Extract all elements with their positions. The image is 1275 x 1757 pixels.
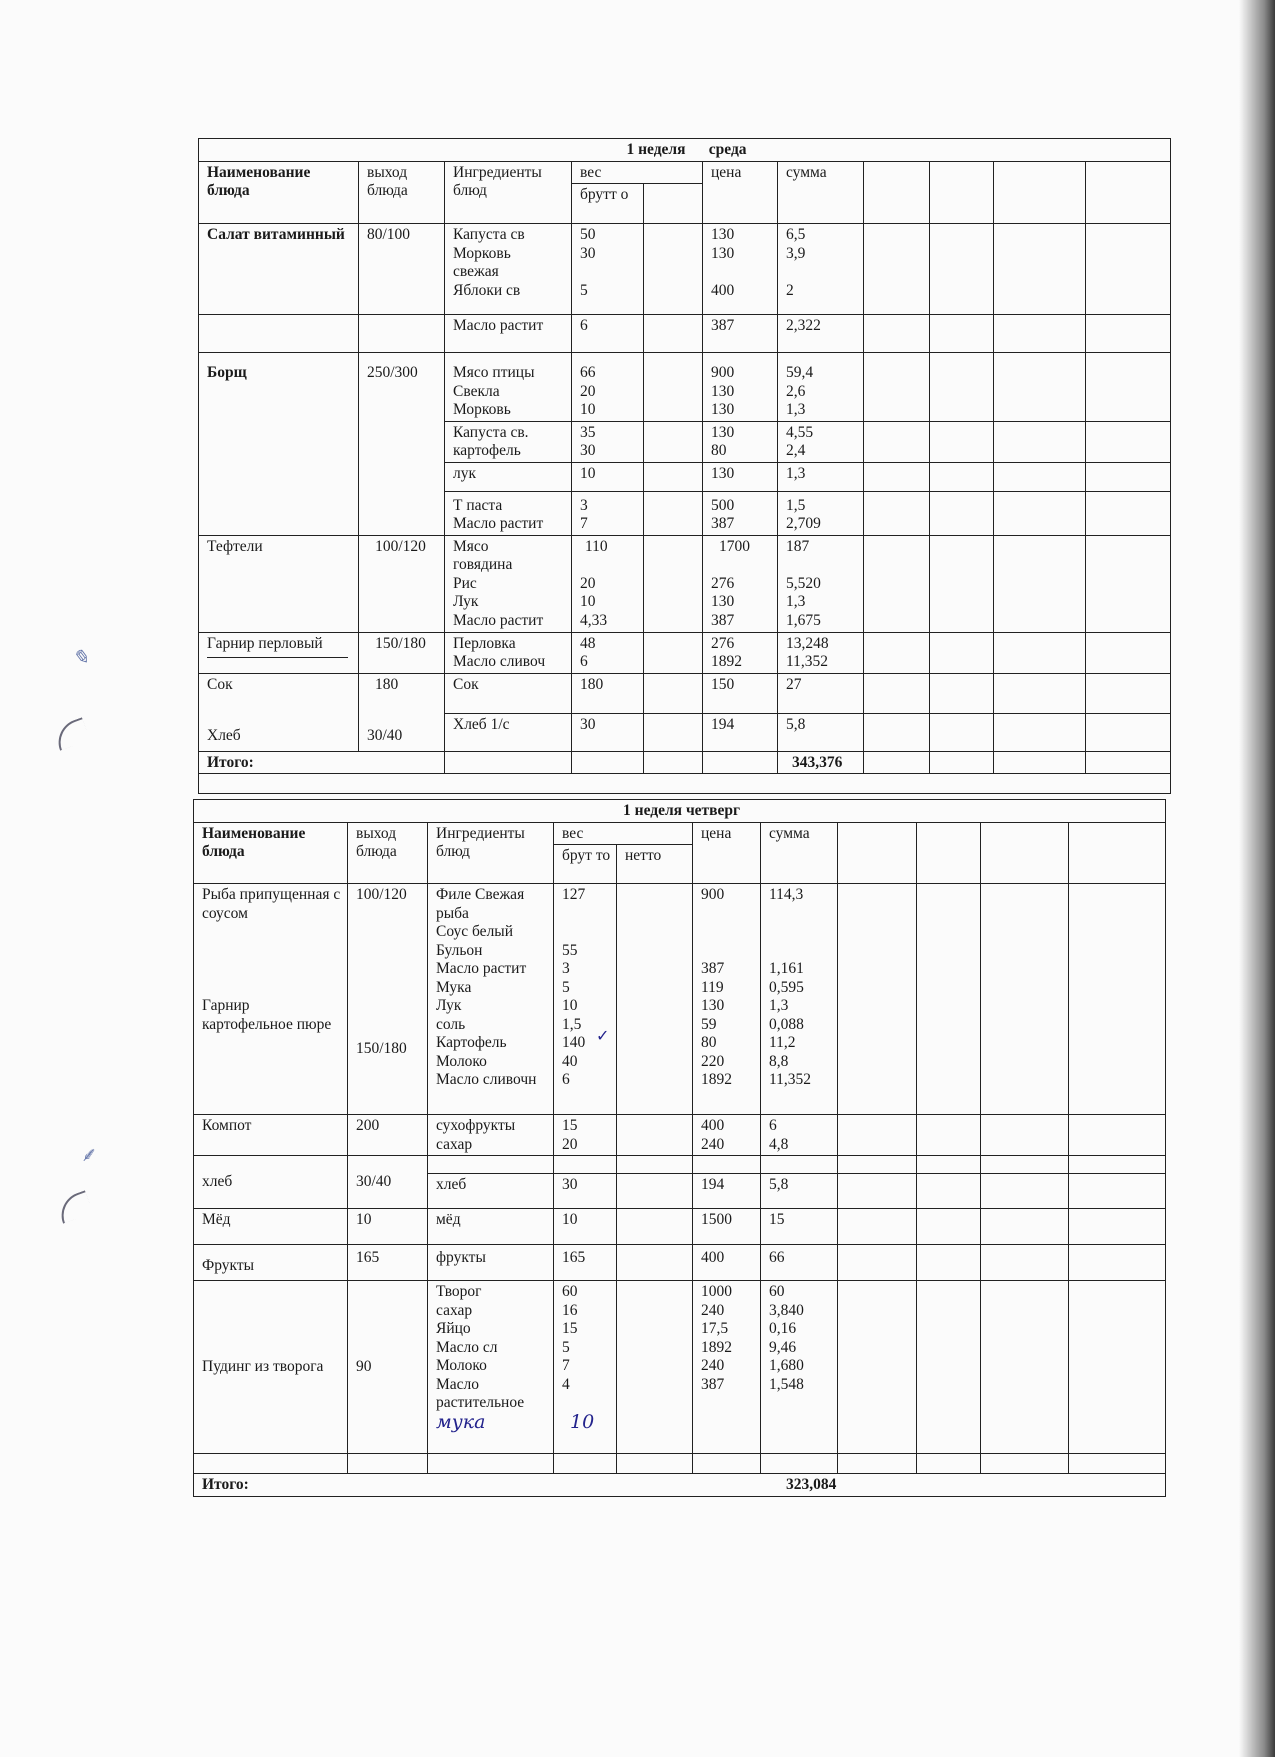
ingredient: Яйцо bbox=[436, 1320, 471, 1337]
sum-value: 2 bbox=[786, 281, 794, 299]
sum-value: 1,3 bbox=[786, 593, 806, 610]
ingredient: сахар bbox=[436, 1301, 473, 1319]
ingredient: Мясо bbox=[453, 537, 489, 555]
gross-value: 140 bbox=[562, 1034, 586, 1051]
price-value: 130 bbox=[711, 244, 735, 262]
gross-value: 110 bbox=[585, 537, 608, 555]
ingredient: Молоко bbox=[436, 1052, 487, 1070]
sum-values bbox=[778, 632, 864, 673]
ingredient: Масло растит bbox=[453, 515, 544, 532]
empty-cell bbox=[994, 161, 1086, 224]
ingredient: Мясо птицы bbox=[453, 364, 535, 381]
price-value: 387 bbox=[703, 315, 778, 353]
ingredient: рыба bbox=[436, 904, 469, 922]
ingredient: Масло bbox=[436, 1375, 480, 1393]
price-values bbox=[703, 421, 778, 462]
sum-value: 114,3 bbox=[769, 886, 804, 903]
sum-value: 1,3 bbox=[769, 997, 789, 1014]
ingredient: лук bbox=[445, 462, 572, 491]
sum-value bbox=[786, 556, 859, 575]
price-value: 400 bbox=[693, 1245, 761, 1281]
price-value: 900 bbox=[701, 886, 725, 903]
ingredient: Масло растит bbox=[445, 315, 572, 353]
dish-name: Фрукты bbox=[194, 1245, 348, 1281]
price-value: 17,5 bbox=[701, 1320, 729, 1337]
ingredient: Масло растит bbox=[436, 960, 527, 977]
price-value: 900 bbox=[711, 364, 735, 381]
gross-value: 10 bbox=[572, 462, 644, 491]
dish-name: Гарнир картофельное пюре bbox=[202, 997, 332, 1033]
header-yield: выход блюда bbox=[348, 822, 428, 884]
checkmark-icon: ✓ bbox=[596, 1028, 610, 1045]
dish-yield: 100/120 bbox=[356, 886, 407, 903]
gross-value: 20 bbox=[562, 1135, 578, 1153]
ingredient: соль bbox=[436, 1015, 466, 1033]
gross-value: 40 bbox=[562, 1052, 578, 1070]
dish-yield: 150/180 bbox=[356, 1039, 407, 1057]
sum-value: 0,595 bbox=[769, 978, 804, 996]
gross-value: 50 bbox=[580, 226, 596, 243]
ingredient-list bbox=[428, 1281, 554, 1454]
header-dish-name: Наименование блюда bbox=[199, 161, 359, 224]
ingredient: Творог bbox=[436, 1283, 482, 1300]
dish-name: Тефтели bbox=[199, 535, 359, 632]
dish-yield: 30/40 bbox=[348, 1156, 428, 1209]
gross-value: 7 bbox=[580, 515, 588, 532]
dish-yield: 80/100 bbox=[359, 224, 445, 315]
ingredient: картофель bbox=[453, 442, 521, 459]
gross-value: 1,5 bbox=[562, 1015, 582, 1033]
ingredient: Капуста св. bbox=[453, 423, 529, 441]
gross-values bbox=[572, 632, 644, 673]
header-net: нетто bbox=[617, 845, 693, 884]
sum-value: 187 bbox=[786, 537, 810, 555]
price-value: 1000 bbox=[701, 1283, 732, 1300]
sum-value: 9,46 bbox=[769, 1338, 797, 1356]
sum-value: 0,16 bbox=[769, 1320, 797, 1337]
sum-value: 11,352 bbox=[769, 1071, 812, 1088]
price-value: 59 bbox=[701, 1015, 717, 1033]
price-value: 240 bbox=[701, 1357, 725, 1374]
header-sum: сумма bbox=[778, 161, 864, 224]
price-value bbox=[701, 923, 756, 942]
gross-value: 10 bbox=[580, 593, 596, 610]
ingredient: растительное bbox=[436, 1394, 525, 1411]
price-value bbox=[701, 942, 756, 961]
price-values bbox=[693, 1281, 761, 1454]
dish-yield: 10 bbox=[348, 1209, 428, 1245]
ingredient: Молоко bbox=[436, 1357, 487, 1374]
table-title: 1 неделя среда bbox=[199, 139, 1171, 162]
dish-yield-group bbox=[348, 884, 428, 1115]
header-sum: сумма bbox=[761, 822, 838, 884]
ingredient-list bbox=[445, 632, 572, 673]
sum-value: 11,352 bbox=[786, 653, 829, 670]
ingredient-list bbox=[445, 535, 572, 632]
gross-value: 3 bbox=[580, 496, 588, 514]
price-value: 130 bbox=[711, 382, 735, 400]
pen-scribble: ✎ bbox=[72, 647, 89, 669]
gross-value: 55 bbox=[562, 941, 578, 959]
gross-value: 48 bbox=[580, 634, 596, 652]
gross-values bbox=[572, 491, 644, 535]
sum-value: 13,248 bbox=[786, 634, 829, 652]
ingredient-list bbox=[445, 491, 572, 535]
dish-yield: 150/180 bbox=[359, 632, 445, 673]
sum-values bbox=[778, 491, 864, 535]
price-value: 387 bbox=[701, 960, 725, 977]
gross-value: 5 bbox=[580, 281, 588, 299]
ingredient: Филе Свежая bbox=[436, 886, 525, 903]
punch-hole-mark bbox=[55, 1190, 93, 1223]
gross-value bbox=[562, 923, 612, 942]
dish-yield-group bbox=[359, 673, 445, 751]
dish-name: Салат витаминный bbox=[199, 224, 359, 315]
price-value: 276 bbox=[711, 574, 735, 592]
price-value: 500 bbox=[711, 496, 735, 514]
header-gross: брут то bbox=[554, 845, 617, 884]
dish-name: Сок bbox=[207, 675, 233, 693]
price-value: 387 bbox=[711, 515, 735, 532]
sum-value: 1,3 bbox=[786, 401, 806, 418]
price-value: 80 bbox=[701, 1034, 717, 1051]
ingredient: Рис bbox=[453, 574, 477, 592]
dish-yield: 90 bbox=[348, 1281, 428, 1454]
page-edge-shadow bbox=[1239, 0, 1275, 1757]
gross-value: 5 bbox=[562, 1338, 570, 1356]
dish-name: хлеб bbox=[194, 1156, 348, 1209]
gross-value: 30 bbox=[572, 713, 644, 751]
header-gross: брутт о bbox=[572, 184, 644, 224]
handwritten-ingredient: мука bbox=[436, 1410, 486, 1433]
punch-hole-mark bbox=[52, 717, 90, 750]
sum-value: 2,709 bbox=[786, 515, 821, 532]
price-value bbox=[711, 556, 773, 575]
dish-yield: 100/120 bbox=[359, 535, 445, 632]
gross-values bbox=[554, 1115, 617, 1156]
header-price: цена bbox=[693, 822, 761, 884]
price-value: 387 bbox=[701, 1375, 725, 1393]
gross-value bbox=[580, 263, 639, 282]
header-price: цена bbox=[703, 161, 778, 224]
sum-value: 1,680 bbox=[769, 1357, 804, 1374]
empty-cell bbox=[1069, 822, 1166, 884]
ingredient: свежая bbox=[453, 263, 499, 280]
price-value bbox=[701, 1394, 756, 1413]
total-value: 323,084 bbox=[786, 1476, 837, 1493]
ingredient: Мука bbox=[436, 978, 472, 996]
gross-value: 20 bbox=[580, 382, 596, 400]
dish-yield: 180 bbox=[375, 675, 399, 693]
gross-value bbox=[562, 1394, 612, 1413]
sum-values bbox=[778, 353, 864, 422]
total-label: Итого: bbox=[202, 1476, 249, 1493]
gross-values bbox=[554, 884, 617, 1115]
price-value: 194 bbox=[693, 1174, 761, 1209]
ingredient: Свекла bbox=[453, 382, 500, 400]
ingredient: Т паста bbox=[453, 496, 503, 514]
price-value: 1892 bbox=[701, 1338, 732, 1356]
gross-value bbox=[580, 556, 639, 575]
header-weight: вес bbox=[572, 161, 703, 184]
dish-name: Гарнир перловый bbox=[199, 632, 359, 673]
price-value: 130 bbox=[711, 423, 735, 441]
ingredient: Капуста св bbox=[453, 226, 525, 243]
sum-values bbox=[778, 224, 864, 315]
ingredient: сухофрукты bbox=[436, 1117, 516, 1134]
gross-value: 35 bbox=[580, 423, 596, 441]
sum-value: 1,3 bbox=[778, 462, 864, 491]
sum-values bbox=[778, 535, 864, 632]
sum-value: 4,55 bbox=[786, 423, 814, 441]
dish-name: Хлеб bbox=[207, 726, 241, 744]
price-value: 130 bbox=[711, 226, 735, 243]
price-value: 130 bbox=[703, 462, 778, 491]
header-ingredients: Ингредиенты блюд bbox=[428, 822, 554, 884]
price-values bbox=[703, 491, 778, 535]
gross-values bbox=[554, 1281, 617, 1454]
sum-value: 11,2 bbox=[769, 1034, 796, 1051]
gross-value: 165 bbox=[554, 1245, 617, 1281]
dish-name-group bbox=[199, 673, 359, 751]
ingredient: фрукты bbox=[428, 1245, 554, 1281]
table-title: 1 неделя четверг bbox=[194, 800, 1166, 823]
sum-values bbox=[778, 421, 864, 462]
dish-yield: 165 bbox=[348, 1245, 428, 1281]
empty-cell bbox=[838, 822, 917, 884]
price-values bbox=[703, 535, 778, 632]
price-value: 130 bbox=[711, 401, 735, 418]
ingredient: Лук bbox=[453, 593, 479, 610]
sum-value bbox=[769, 942, 833, 961]
gross-value: 4 bbox=[562, 1375, 570, 1393]
ingredient-list bbox=[428, 884, 554, 1115]
dish-name: Пудинг из творога bbox=[194, 1281, 348, 1454]
header-weight: вес bbox=[554, 822, 693, 845]
price-value: 80 bbox=[711, 442, 727, 459]
ingredient: Лук bbox=[436, 997, 462, 1014]
gross-value: 20 bbox=[580, 574, 596, 592]
ingredient-list bbox=[445, 421, 572, 462]
sum-value: 5,520 bbox=[786, 574, 821, 592]
sum-value: 6 bbox=[769, 1117, 777, 1134]
gross-value: 30 bbox=[580, 442, 596, 459]
dish-name: Борщ bbox=[199, 353, 359, 536]
ingredient: хлеб bbox=[428, 1174, 554, 1209]
sum-value: 5,8 bbox=[778, 713, 864, 751]
sum-value: 15 bbox=[761, 1209, 838, 1245]
sum-value: 2,4 bbox=[786, 442, 806, 459]
net-value bbox=[644, 224, 703, 315]
ingredient: сахар bbox=[436, 1135, 473, 1153]
sum-value: 8,8 bbox=[769, 1052, 789, 1070]
dish-name-group bbox=[194, 884, 348, 1115]
header-ingredients: Ингредиенты блюд bbox=[445, 161, 572, 224]
dish-yield: 200 bbox=[348, 1115, 428, 1156]
empty-cell bbox=[917, 822, 981, 884]
handwritten-gross: 10 bbox=[570, 1410, 595, 1433]
gross-value: 15 bbox=[562, 1320, 578, 1337]
ingredient: Перловка bbox=[453, 634, 516, 652]
ingredient: Хлеб 1/с bbox=[445, 713, 572, 751]
ingredient: Масло растит bbox=[453, 611, 544, 629]
gross-value: 10 bbox=[580, 401, 596, 418]
header-net bbox=[644, 184, 703, 224]
price-values bbox=[703, 224, 778, 315]
price-values bbox=[703, 632, 778, 673]
gross-value: 6 bbox=[562, 1071, 570, 1088]
price-value bbox=[701, 905, 756, 924]
sum-value: 3,9 bbox=[786, 244, 806, 262]
empty-cell bbox=[981, 822, 1069, 884]
ingredient: Масло сливочн bbox=[436, 1071, 537, 1088]
header-dish-name: Наименование блюда bbox=[194, 822, 348, 884]
sum-values bbox=[761, 1281, 838, 1454]
price-value: 130 bbox=[701, 997, 725, 1014]
ingredient: Морковь bbox=[453, 401, 511, 418]
sum-value: 0,088 bbox=[769, 1015, 804, 1033]
sum-value bbox=[786, 263, 859, 282]
ingredient: Морковь bbox=[453, 244, 511, 262]
gross-value: 4,33 bbox=[580, 611, 608, 629]
sum-value: 66 bbox=[761, 1245, 838, 1281]
total-value: 343,376 bbox=[778, 751, 864, 774]
gross-value: 30 bbox=[580, 244, 596, 262]
sum-value: 1,5 bbox=[786, 496, 806, 514]
gross-values bbox=[572, 353, 644, 422]
sum-value: 27 bbox=[778, 673, 864, 713]
dish-name: Рыба припущенная с соусом bbox=[202, 886, 341, 922]
gross-value: 180 bbox=[572, 673, 644, 713]
sum-values bbox=[761, 1115, 838, 1156]
gross-value bbox=[562, 905, 612, 924]
empty-row bbox=[199, 774, 1171, 794]
price-value: 130 bbox=[711, 593, 735, 610]
empty-cell bbox=[864, 161, 930, 224]
price-value: 194 bbox=[703, 713, 778, 751]
price-value: 119 bbox=[701, 978, 724, 996]
gross-value: 127 bbox=[562, 886, 586, 903]
gross-value: 10 bbox=[554, 1209, 617, 1245]
menu-table-wednesday bbox=[198, 138, 1171, 794]
gross-value: 60 bbox=[562, 1283, 578, 1300]
ingredient-list bbox=[445, 353, 572, 422]
price-value: 240 bbox=[701, 1135, 725, 1153]
gross-value: 16 bbox=[562, 1301, 578, 1319]
total-label: Итого: bbox=[199, 751, 445, 774]
gross-value: 66 bbox=[580, 364, 596, 381]
sum-value bbox=[769, 1394, 833, 1413]
ingredient: мёд bbox=[428, 1209, 554, 1245]
price-values bbox=[693, 884, 761, 1115]
gross-value: 15 bbox=[562, 1117, 578, 1134]
price-value: 387 bbox=[711, 611, 735, 629]
sum-value: 3,840 bbox=[769, 1301, 804, 1319]
price-value: 276 bbox=[711, 634, 735, 652]
sum-value: 60 bbox=[769, 1283, 785, 1300]
price-value: 150 bbox=[703, 673, 778, 713]
ingredient: Бульон bbox=[436, 941, 483, 959]
price-value: 400 bbox=[701, 1117, 725, 1134]
sum-value: 59,4 bbox=[786, 364, 814, 381]
price-value: 1892 bbox=[711, 653, 742, 670]
price-value: 1700 bbox=[719, 537, 750, 555]
menu-table-thursday bbox=[193, 799, 1166, 1497]
gross-value: 6 bbox=[580, 653, 588, 670]
ingredient: Масло сл bbox=[436, 1338, 498, 1356]
price-value: 400 bbox=[711, 281, 735, 299]
pen-scribble: ⸙ bbox=[80, 1144, 95, 1166]
price-values bbox=[693, 1115, 761, 1156]
sum-value: 6,5 bbox=[786, 226, 806, 243]
ingredient: говядина bbox=[453, 556, 513, 573]
gross-values bbox=[572, 421, 644, 462]
ingredient: Яблоки св bbox=[453, 281, 521, 299]
ingredient: Сок bbox=[445, 673, 572, 713]
price-value: 1500 bbox=[693, 1209, 761, 1245]
gross-value: 3 bbox=[562, 960, 570, 977]
ingredient: Соус белый bbox=[436, 923, 514, 940]
gross-value: 10 bbox=[562, 997, 578, 1014]
dish-yield: 250/300 bbox=[359, 353, 445, 536]
dish-name: Компот bbox=[194, 1115, 348, 1156]
price-value: 240 bbox=[701, 1301, 725, 1319]
empty-cell bbox=[1086, 161, 1171, 224]
sum-value: 1,548 bbox=[769, 1375, 804, 1393]
price-values bbox=[703, 353, 778, 422]
gross-value: 7 bbox=[562, 1357, 570, 1374]
ingredient-list bbox=[445, 224, 572, 315]
gross-value: 6 bbox=[572, 315, 644, 353]
sum-value: 2,322 bbox=[778, 315, 864, 353]
dish-yield: 30/40 bbox=[367, 726, 403, 744]
sum-value bbox=[769, 923, 833, 942]
sum-values bbox=[761, 884, 838, 1115]
sum-value: 2,6 bbox=[786, 382, 806, 400]
sum-value: 4,8 bbox=[769, 1135, 789, 1153]
sum-value bbox=[769, 905, 833, 924]
gross-value: 30 bbox=[554, 1174, 617, 1209]
empty-cell bbox=[930, 161, 994, 224]
sum-value: 1,675 bbox=[786, 611, 821, 629]
header-yield: выход блюда bbox=[359, 161, 445, 224]
gross-value: 5 bbox=[562, 978, 570, 996]
dish-name: Мёд bbox=[194, 1209, 348, 1245]
price-value: 1892 bbox=[701, 1071, 732, 1088]
total-row bbox=[194, 1474, 1166, 1497]
sum-value: 5,8 bbox=[761, 1174, 838, 1209]
sum-value: 1,161 bbox=[769, 960, 804, 977]
gross-values bbox=[572, 224, 644, 315]
gross-values bbox=[572, 535, 644, 632]
ingredient: Картофель bbox=[436, 1034, 507, 1051]
price-value: 220 bbox=[701, 1052, 725, 1070]
ingredient-list bbox=[428, 1115, 554, 1156]
ingredient: Масло сливоч bbox=[453, 653, 546, 670]
price-value bbox=[711, 263, 773, 282]
